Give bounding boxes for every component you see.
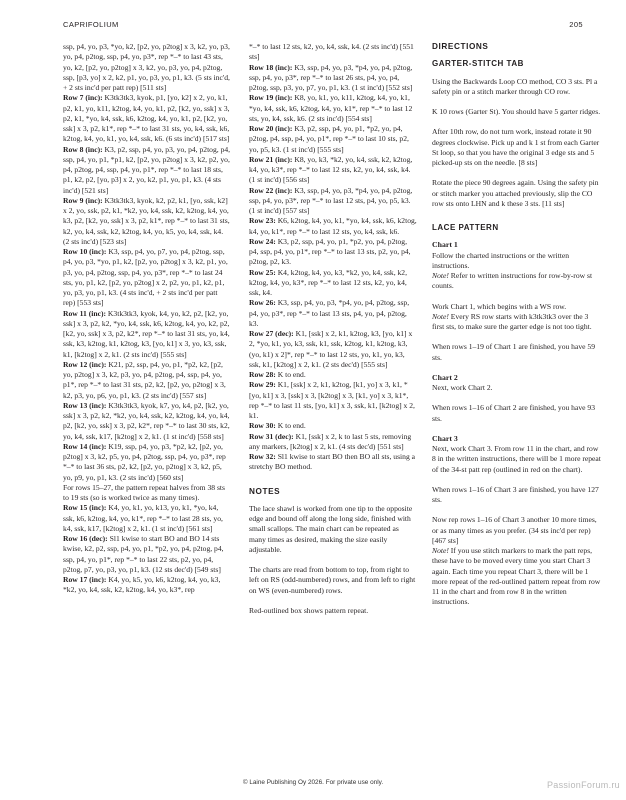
row-text: K19, ssp, p4, yo, p3, *p2, k2, [p2, yo, p2tog] x 3, k2, p5, yo, p4, p2tog, ssp, p4, yo, p3*, rep *–* to last 36 sts, p2, k2, [p2, yo, p2tog] x 3, k2, p5, yo, p9, yo, p1, k3. (2 sts inc'd) [560 sts] [63, 441, 226, 482]
garter-paragraph: After 10th row, do not turn work, instead rotate it 90 degrees clockwise. Pick up and k 1 st from each Garter St loop, so that you have the original 3 edge sts and 5 picked-up sts on the needle. [8 sts] [432, 127, 600, 167]
row-text: K1, [ssk] x 2, k to last 5 sts, removing any markers, [k2tog] x 2, k1. (4 sts dec'd) [551 sts] [249, 431, 412, 451]
row-instruction [249, 370, 417, 380]
chart3-paragraph: Now rep rows 1–16 of Chart 3 another 10 more times, or as many times as you prefer. (34 sts inc'd per rep) [467 sts] [432, 515, 597, 545]
chart2-title: Chart 2 [432, 372, 458, 382]
row-instruction [249, 42, 417, 63]
lace-pattern-heading: LACE PATTERN [432, 223, 499, 232]
row-label: Row 25: [249, 267, 276, 277]
row-text: K to end. [275, 370, 306, 379]
row-text: K3tk3tk3, kyok, k7, yo, k4, p2, [k2, yo, ssk] x 3, p2, k2, *k2, yo, k4, ssk, k2, k2tog, k4, yo, k4, p2, [k2, yo, ssk] x 3, p2, k2*, rep *–* to last 30 sts, k2, yo, k4, ssk, k17, [k2tog] x 2, k1. (1 st inc'd) [558 sts] [63, 400, 230, 441]
row-text: For rows 15–27, the pattern repeat halves from 38 sts to 19 sts (so is worked twice as many times). [63, 482, 225, 502]
row-text: K to end. [275, 421, 306, 431]
row-instruction [63, 442, 231, 483]
row-label: Row 32: [249, 452, 276, 461]
garter-paragraph: Rotate the piece 90 degrees again. Using the safety pin or stitch marker you attached previously, slip the CO row sts onto LHN and k these 3 sts. [11 sts] [432, 178, 599, 208]
row-instruction [249, 186, 417, 217]
row-text: K3tk3tk3, kyok, p1, [yo, k2] x 2, yo, k1, p2, k1, yo, k11, k2tog, k4, yo, k1, p2, [k2, yo, ssk] x 3, p2, k1, *yo, k4, ssk, k6, k2tog, k4, yo, k1, p2, [k2, yo, ssk] x 3, p2, k1*, rep *–* to last 31 sts, yo, k4, ssk, k6, k2tog, k4, yo, k1, yo, k4, ssk, k6. (6 sts inc'd) [517 sts] [63, 93, 230, 144]
row-text: ssp, p4, yo, p3, *yo, k2, [p2, yo, p2tog] x 3, k2, yo, p3, yo, p4, p2tog, ssp, p4, yo, p3*, rep *–* to last 43 sts, yo, k2, [p2, yo, p2tog] x 3, k2, yo, p3, yo, p4, p2tog, ssp, [p3, yo] x 2, k2, p1, yo, p3, yo, p1, k3. (5 sts inc'd, + 2 sts inc'd per patt rep) [511 sts] [63, 42, 230, 92]
note-text: Refer to written instructions for row-by-row st counts. [432, 271, 593, 291]
row-text: K8, yo, k3, *k2, yo, k4, ssk, k2, k2tog, k4, yo, k3*, rep *–* to last 12 sts, k2, yo, k4, ssk, k4. (1 st inc'd) [556 sts] [249, 154, 413, 185]
note-text: Every RS row starts with k3tk3tk3 over the 3 first sts, to make sure the garter edge is not too tight. [432, 311, 592, 331]
chart2-paragraph: Next, work Chart 2. [432, 383, 493, 392]
row-instruction [249, 155, 417, 186]
row-text: K3, p2, ssp, p4, yo, p1, *p2, yo, p4, p2tog, p4, ssp, p4, yo, p1*, rep *–* to last 13 sts, p2, yo, p4, p2tog, p2, k3. [249, 236, 411, 267]
row-instruction [63, 534, 231, 575]
row-label: Row 19 (inc): [249, 93, 293, 103]
row-text: K3tk3tk3, kyok, k2, p2, k1, [yo, ssk, k2] x 2, yo, ssk, p2, k1, *k2, yo, k4, ssk, k2, k2tog, k4, yo, k3, p2, [k2, yo, ssk] x 3, p2, k1*, rep *–* to last 31 sts, k2, yo, k4, ssk, k2, k2tog, k4, yo, k5, yo, k4, ssk, k4. (2 sts inc'd) [523 sts] [63, 195, 230, 246]
row-label: Row 13 (inc): [63, 400, 107, 410]
row-instruction [63, 360, 231, 401]
directions-heading: DIRECTIONS [432, 42, 489, 51]
row-label: Row 26: [249, 298, 276, 308]
running-title: CAPRIFOLIUM [63, 20, 119, 29]
chart1-note [432, 312, 602, 333]
chart1-note [432, 271, 602, 292]
row-instruction [249, 124, 417, 155]
row-text: K4, yo, k5, yo, k6, k2tog, k4, yo, k3, *k2, yo, k4, ssk, k2, k2tog, k4, yo, k3*, rep [63, 575, 221, 595]
row-label: Row 20 (inc): [249, 124, 293, 133]
directions-column [432, 42, 602, 608]
row-label: Row 7 (inc): [63, 93, 103, 103]
page-number: 205 [569, 20, 583, 29]
chart3-paragraph: When rows 1–16 of Chart 3 are finished, you have 127 sts. [432, 484, 599, 504]
row-instruction [63, 401, 231, 442]
row-label: Row 18 (inc): [249, 62, 293, 72]
chart2-paragraph: When rows 1–16 of Chart 2 are finished, you have 93 sts. [432, 403, 596, 423]
row-instruction [63, 503, 231, 534]
notes-paragraph: The lace shawl is worked from one tip to the opposite edge and bound off along the long side, finished with small scallops. The main chart can be repeated as many times as desired, making the size easily adjustable. [249, 503, 413, 554]
row-instruction [249, 298, 417, 329]
row-instruction [249, 268, 417, 299]
row-text: Sl1 kwise to start BO and BO 14 sts kwise, k2, p2, ssp, p4, yo, p1, *p2, yo, p4, p2tog, p4, ssp, p4, yo, p1*, rep *–* to last 22 sts, p2, yo, p4, p2tog, p7, yo, p3, yo, p1, k3. (12 sts dec'd) [549 sts] [63, 534, 224, 574]
row-instruction [249, 421, 417, 431]
row-label: Row 15 (inc): [63, 503, 107, 513]
row-instruction [63, 483, 231, 504]
row-label: Row 12 (inc): [63, 359, 107, 369]
row-text: *–* to last 12 sts, k2, yo, k4, ssk, k4. (2 sts inc'd) [551 sts] [249, 42, 414, 62]
notes-paragraph: Red-outlined box shows pattern repeat. [249, 605, 369, 615]
row-text: K3, p2, ssp, p4, yo, p3, yo, p4, p2tog, p4, ssp, p4, yo, p1, *p1, k2, [p2, yo, p2tog] x 3, k2, p2, yo, p4, p2tog, p4, ssp, p4, yo, p1*, rep *–* to last 18 sts, p1, k2, p2, [yo, p3] x 2, yo, k2, p1, yo, p1, k3. (4 sts inc'd) [521 sts] [63, 144, 231, 195]
row-label: Row 17 (inc): [63, 575, 107, 584]
row-label: Row 10 (inc): [63, 247, 107, 256]
chart3-title: Chart 3 [432, 433, 458, 443]
row-text: K6, k2tog, k4, yo, k1, *yo, k4, ssk, k6, k2tog, k4, yo, k1*, rep *–* to last 12 sts, yo, k4, ssk, k6. [249, 216, 417, 236]
row-text: K8, yo, k1, yo, k11, k2tog, k4, yo, k1, *yo, k4, ssk, k6, k2tog, k4, yo, k1*, rep *–* to last 12 sts, yo, k4, ssk, k6. (2 sts inc'd) [554 sts] [249, 93, 413, 123]
row-text: K3, ssp, p4, yo, p3, *p4, yo, p4, p2tog, ssp, p4, yo, p3*, rep *–* to last 26 sts, p4, yo, p4, p2tog, ssp, p3, yo, p7, yo, p1, k3. (1 st inc'd) [552 sts] [249, 62, 413, 92]
row-instruction [63, 575, 231, 596]
row-instruction [63, 145, 231, 196]
row-instructions-continued [249, 42, 417, 473]
row-instruction [63, 196, 231, 247]
row-instruction [63, 93, 231, 144]
row-instruction [249, 380, 417, 421]
row-text: K3, ssp, p4, yo, p7, yo, p4, p2tog, ssp, p4, yo, p3, *yo, p1, k2, [p2, yo, p2tog] x 3, k2, p1, yo, p3, yo, p4, p2tog, ssp, p4, yo, p3*, rep *–* to last 24 sts, yo, p1, k2, [p2, yo, p2tog] x 2, p2, yo, p1, k2, p1, yo, p3, yo, p1, k3. (4 sts inc'd, + 2 sts inc'd per patt rep) [553 sts] [63, 247, 228, 308]
instructions-column-1 [63, 42, 231, 596]
row-label: Row 14 (inc): [63, 441, 107, 451]
chart3-note [432, 546, 602, 608]
notes-paragraph: The charts are read from bottom to top, from right to left on RS (odd-numbered) rows, and from left to right on WS (even-numbered) rows. [249, 565, 416, 595]
row-instruction [249, 432, 417, 453]
row-text: K1, [ssk] x 2, k1, k2tog, k3, [yo, k1] x 2, *yo, k1, yo, k3, ssk, k1, ssk, k2tog, k1, k2tog, k3, (yo, k1) x 2]*, rep *–* to last 12 sts, yo, k1, yo, k3, ssk, k1, [k2tog] x 2, k1. (2 sts dec'd) [555 sts] [249, 329, 413, 369]
row-text: Sl1 kwise to start BO then BO all sts, using a stretchy BO method. [249, 452, 416, 472]
row-text: K3tk3tk3, kyok, k4, yo, k2, p2, [k2, yo, ssk] x 3, p2, k2, *yo, k4, ssk, k6, k2tog, k4, yo, k2, p2, [k2, yo, ssk] x 3, p2, k2*, rep *–* to last 31 sts, yo, k4, ssk, k3, k2tog, k1, k2tog, k3, [yo, k1] x 3, yo, k3, ssk, k1, [k2tog] x 2, k1. (2 sts inc'd) [555 sts] [63, 308, 230, 359]
row-instruction [63, 309, 231, 360]
row-text: K3, ssp, p4, yo, p3, *p4, yo, p4, p2tog, ssp, p4, yo, p3*, rep *–* to last 12 sts, p4, yo, p5, k3. (1 st inc'd) [557 sts] [249, 185, 413, 215]
note-label: Note! [432, 546, 449, 555]
row-label: Row 9 (inc): [63, 195, 103, 205]
row-instruction [249, 216, 417, 237]
garter-paragraph: K 10 rows (Garter St). You should have 5 garter ridges. [432, 107, 601, 116]
row-label: Row 27 (dec): [249, 329, 294, 338]
note-label: Note! [432, 271, 449, 280]
row-instruction [249, 93, 417, 124]
row-label: Row 22 (inc): [249, 185, 293, 195]
row-label: Row 8 (inc): [63, 144, 103, 154]
row-instruction [63, 42, 231, 93]
row-label: Row 16 (dec): [63, 534, 108, 543]
watermark: PassionForum.ru [546, 780, 620, 790]
notes-heading: NOTES [249, 486, 281, 496]
row-instruction [63, 247, 231, 309]
chart1-paragraph: When rows 1–19 of Chart 1 are finished, you have 59 sts. [432, 342, 596, 362]
row-label: Row 28: [249, 370, 276, 379]
copyright-footer: © Laine Publishing Oy 2026. For private use only. [242, 779, 384, 786]
row-label: Row 11 (inc): [63, 308, 107, 318]
garter-tab-heading: GARTER-STITCH TAB [432, 59, 524, 69]
row-instruction [249, 452, 417, 473]
garter-paragraph: Using the Backwards Loop CO method, CO 3 sts. Pl a safety pin or a stitch marker through CO row. [432, 76, 598, 96]
row-label: Row 23: [249, 216, 276, 226]
row-label: Row 31 (dec): [249, 431, 294, 441]
instructions-column-2 [249, 42, 417, 616]
row-label: Row 21 (inc): [249, 154, 293, 164]
row-text: K4, k2tog, k4, yo, k3, *k2, yo, k4, ssk, k2, k2tog, k4, yo, k3*, rep *–* to last 12 sts, k2, yo, k4, ssk, k4. [249, 267, 408, 297]
row-instruction [249, 237, 417, 268]
chart1-title: Chart 1 [432, 240, 458, 250]
row-instruction [249, 329, 417, 370]
chart1-paragraph: Follow the charted instructions or the written instructions. [432, 250, 570, 270]
note-text: If you use stitch markers to mark the patt reps, these have to be moved every time you start Chart 3 again. Each time you repeat Chart 3, there will be 1 more repeat of the red-outlined pattern repeat from row 11 in the chart and from row 8 in the written instructions. [432, 546, 601, 607]
row-label: Row 29: [249, 380, 276, 390]
row-text: K3, ssp, p4, yo, p3, *p4, yo, p4, p2tog, ssp, p4, yo, p3*, rep *–* to last 13 sts, p4, yo, p4, p2tog, k3. [249, 298, 410, 328]
row-instruction [249, 63, 417, 94]
row-label: Row 24: [249, 236, 276, 246]
row-label: Row 30: [249, 421, 276, 431]
row-text: K4, yo, k1, yo, k13, yo, k1, *yo, k4, ssk, k6, k2tog, k4, yo, k1*, rep *–* to last 28 sts, yo, k4, ssk, k17, [k2tog] x 2, k1. (1 st inc'd) [561 sts] [63, 503, 223, 533]
row-text: K1, [ssk] x 2, k1, k2tog, [k1, yo] x 3, k1, *[yo, k1] x 3, [ssk] x 3, [k2tog] x 3, [k1, yo] x 3, k1*, rep *–* to last 11 sts, [yo, k1] x 3, ssk, k1, [k2tog] x 2, k1. [249, 380, 415, 420]
chart1-paragraph: Work Chart 1, which begins with a WS row. [432, 301, 567, 311]
note-label: Note! [432, 311, 449, 321]
row-text: K3, p2, ssp, p4, yo, p1, *p2, yo, p4, p2tog, p4, ssp, p4, yo, p1*, rep *–* to last 10 sts, p2, yo, p5, k3. (1 st inc'd) [555 sts] [249, 124, 409, 154]
row-text: K21, p2, ssp, p4, yo, p1, *p2, k2, [p2, yo, p2tog] x 3, k2, p3, yo, p4, p2tog, p4, ssp, p4, yo, p1*, rep *–* to last 31 sts, p2, k2, [p2, yo, p2tog] x 3, k2, p3, yo, p6, yo, p1, k3. (2 sts inc'd) [557 sts] [63, 359, 226, 400]
chart3-paragraph: Next, work Chart 3. From row 11 in the chart, and row 8 in the written instructions, there will be 1 more repeat of the 34-st patt rep (outlined in red on the chart). [432, 444, 601, 474]
